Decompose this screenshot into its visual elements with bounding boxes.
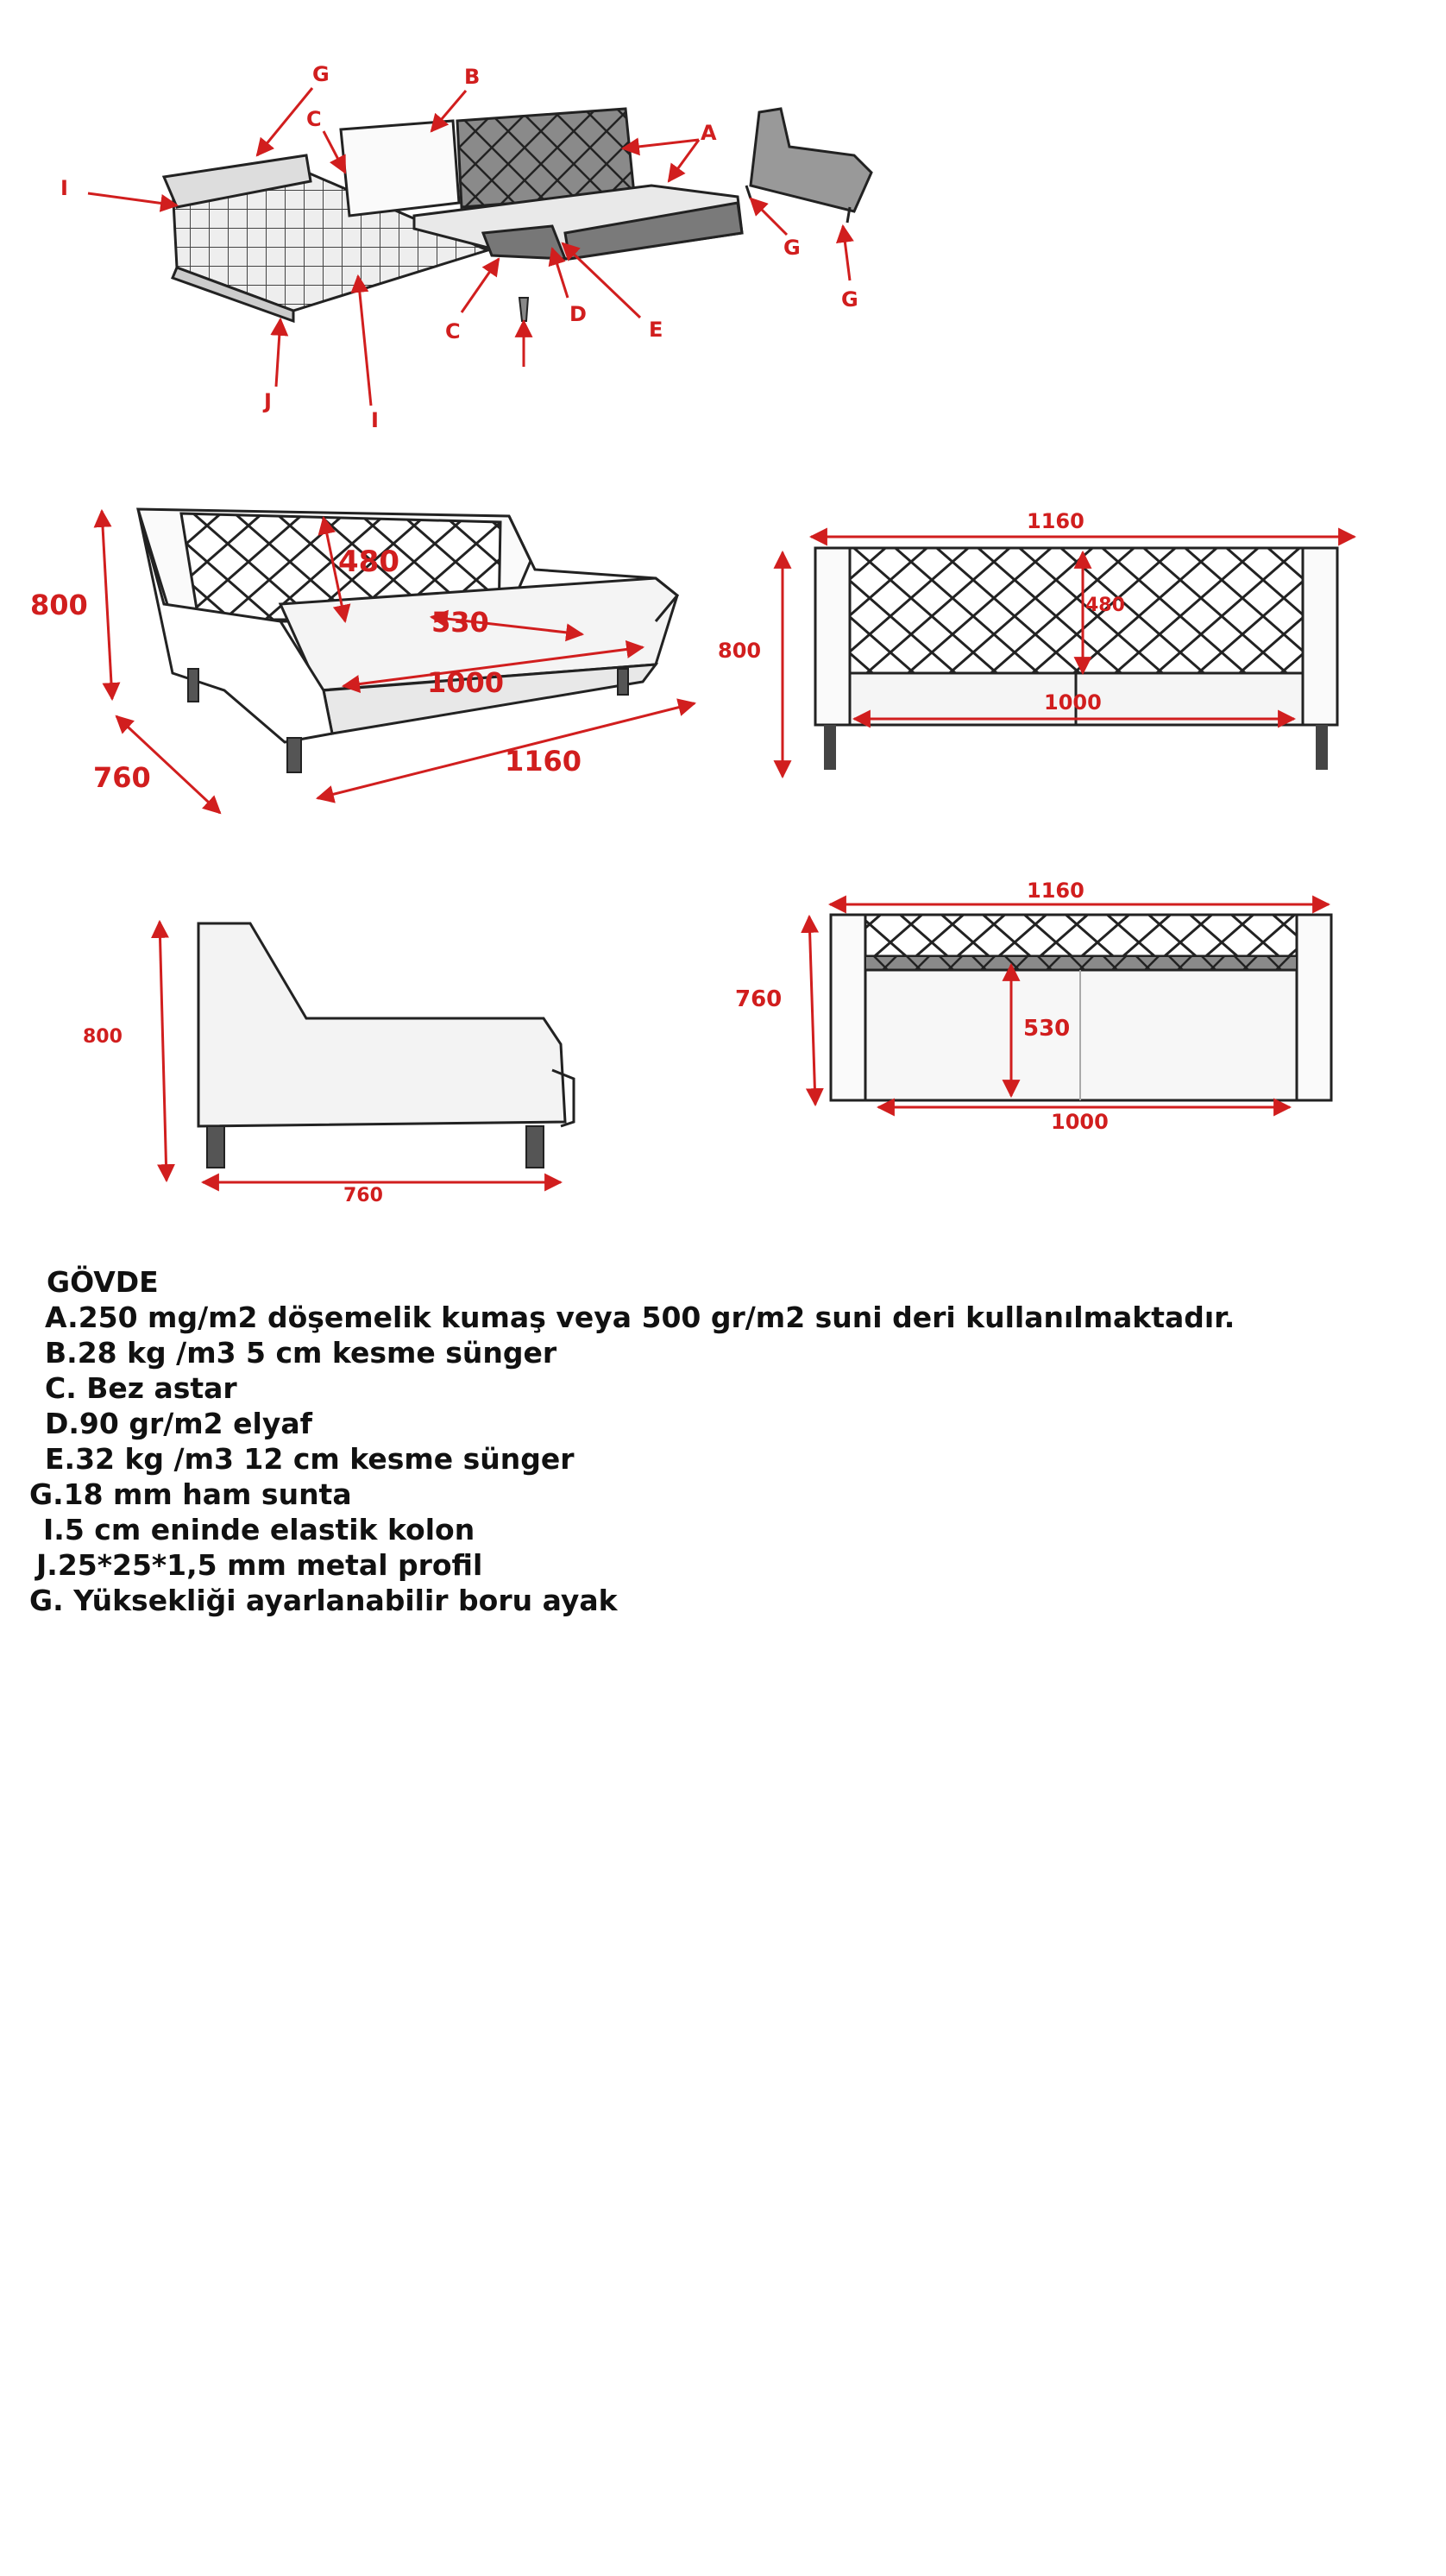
label-i-bottom: I (371, 408, 379, 432)
top-seat-width-label: 1000 (1051, 1110, 1109, 1134)
persp-seat-width-label: 1000 (427, 666, 505, 699)
top-seat-depth-label: 530 (1023, 1016, 1071, 1042)
label-i-left: I (60, 176, 68, 200)
spec-item-b: B.28 kg /m3 5 cm kesme sünger (45, 1336, 557, 1370)
persp-seat-depth-label: 530 (431, 606, 489, 639)
persp-depth-label: 760 (93, 761, 151, 794)
persp-back-label: 480 (338, 545, 399, 579)
side-view (198, 923, 574, 1168)
spec-item-g-legs: G. Yüksekliği ayarlanabilir boru ayak (29, 1584, 618, 1617)
front-height-label: 800 (718, 639, 762, 663)
spec-item-e: E.32 kg /m3 12 cm kesme sünger (45, 1442, 575, 1476)
label-j: J (264, 389, 272, 413)
sofa-technical-drawing (0, 0, 1446, 1225)
label-g-top: G (312, 62, 330, 86)
label-a: A (701, 121, 717, 145)
label-c-bottom: C (445, 319, 461, 343)
perspective-view (138, 509, 677, 772)
front-back-label: 480 (1085, 595, 1125, 616)
label-g-arm: G (783, 236, 801, 260)
top-view (831, 915, 1331, 1100)
spec-title: GÖVDE (47, 1265, 159, 1299)
label-g-leg: G (841, 287, 858, 312)
top-depth-label: 760 (735, 986, 783, 1012)
spec-item-a: A.250 mg/m2 döşemelik kumaş veya 500 gr/m2 suni deri kullanılmaktadır. (45, 1301, 1235, 1334)
front-view (815, 548, 1337, 770)
label-e: E (649, 318, 663, 342)
label-d: D (569, 302, 587, 326)
persp-height-label: 800 (30, 589, 88, 621)
top-width-label: 1160 (1027, 879, 1084, 903)
spec-item-j: J.25*25*1,5 mm metal profil (36, 1548, 483, 1582)
side-height-label: 800 (83, 1026, 123, 1048)
label-c-top: C (306, 107, 322, 131)
spec-item-i: I.5 cm eninde elastik kolon (43, 1513, 475, 1546)
front-width-label: 1160 (1027, 509, 1084, 533)
front-seat-width-label: 1000 (1044, 690, 1102, 715)
spec-item-d: D.90 gr/m2 elyaf (45, 1407, 312, 1440)
material-spec-list (26, 1264, 1441, 1618)
label-b: B (464, 65, 481, 89)
persp-width-label: 1160 (505, 745, 582, 778)
spec-item-c: C. Bez astar (45, 1371, 237, 1405)
side-depth-label: 760 (343, 1185, 383, 1206)
spec-item-g: G.18 mm ham sunta (29, 1477, 352, 1511)
